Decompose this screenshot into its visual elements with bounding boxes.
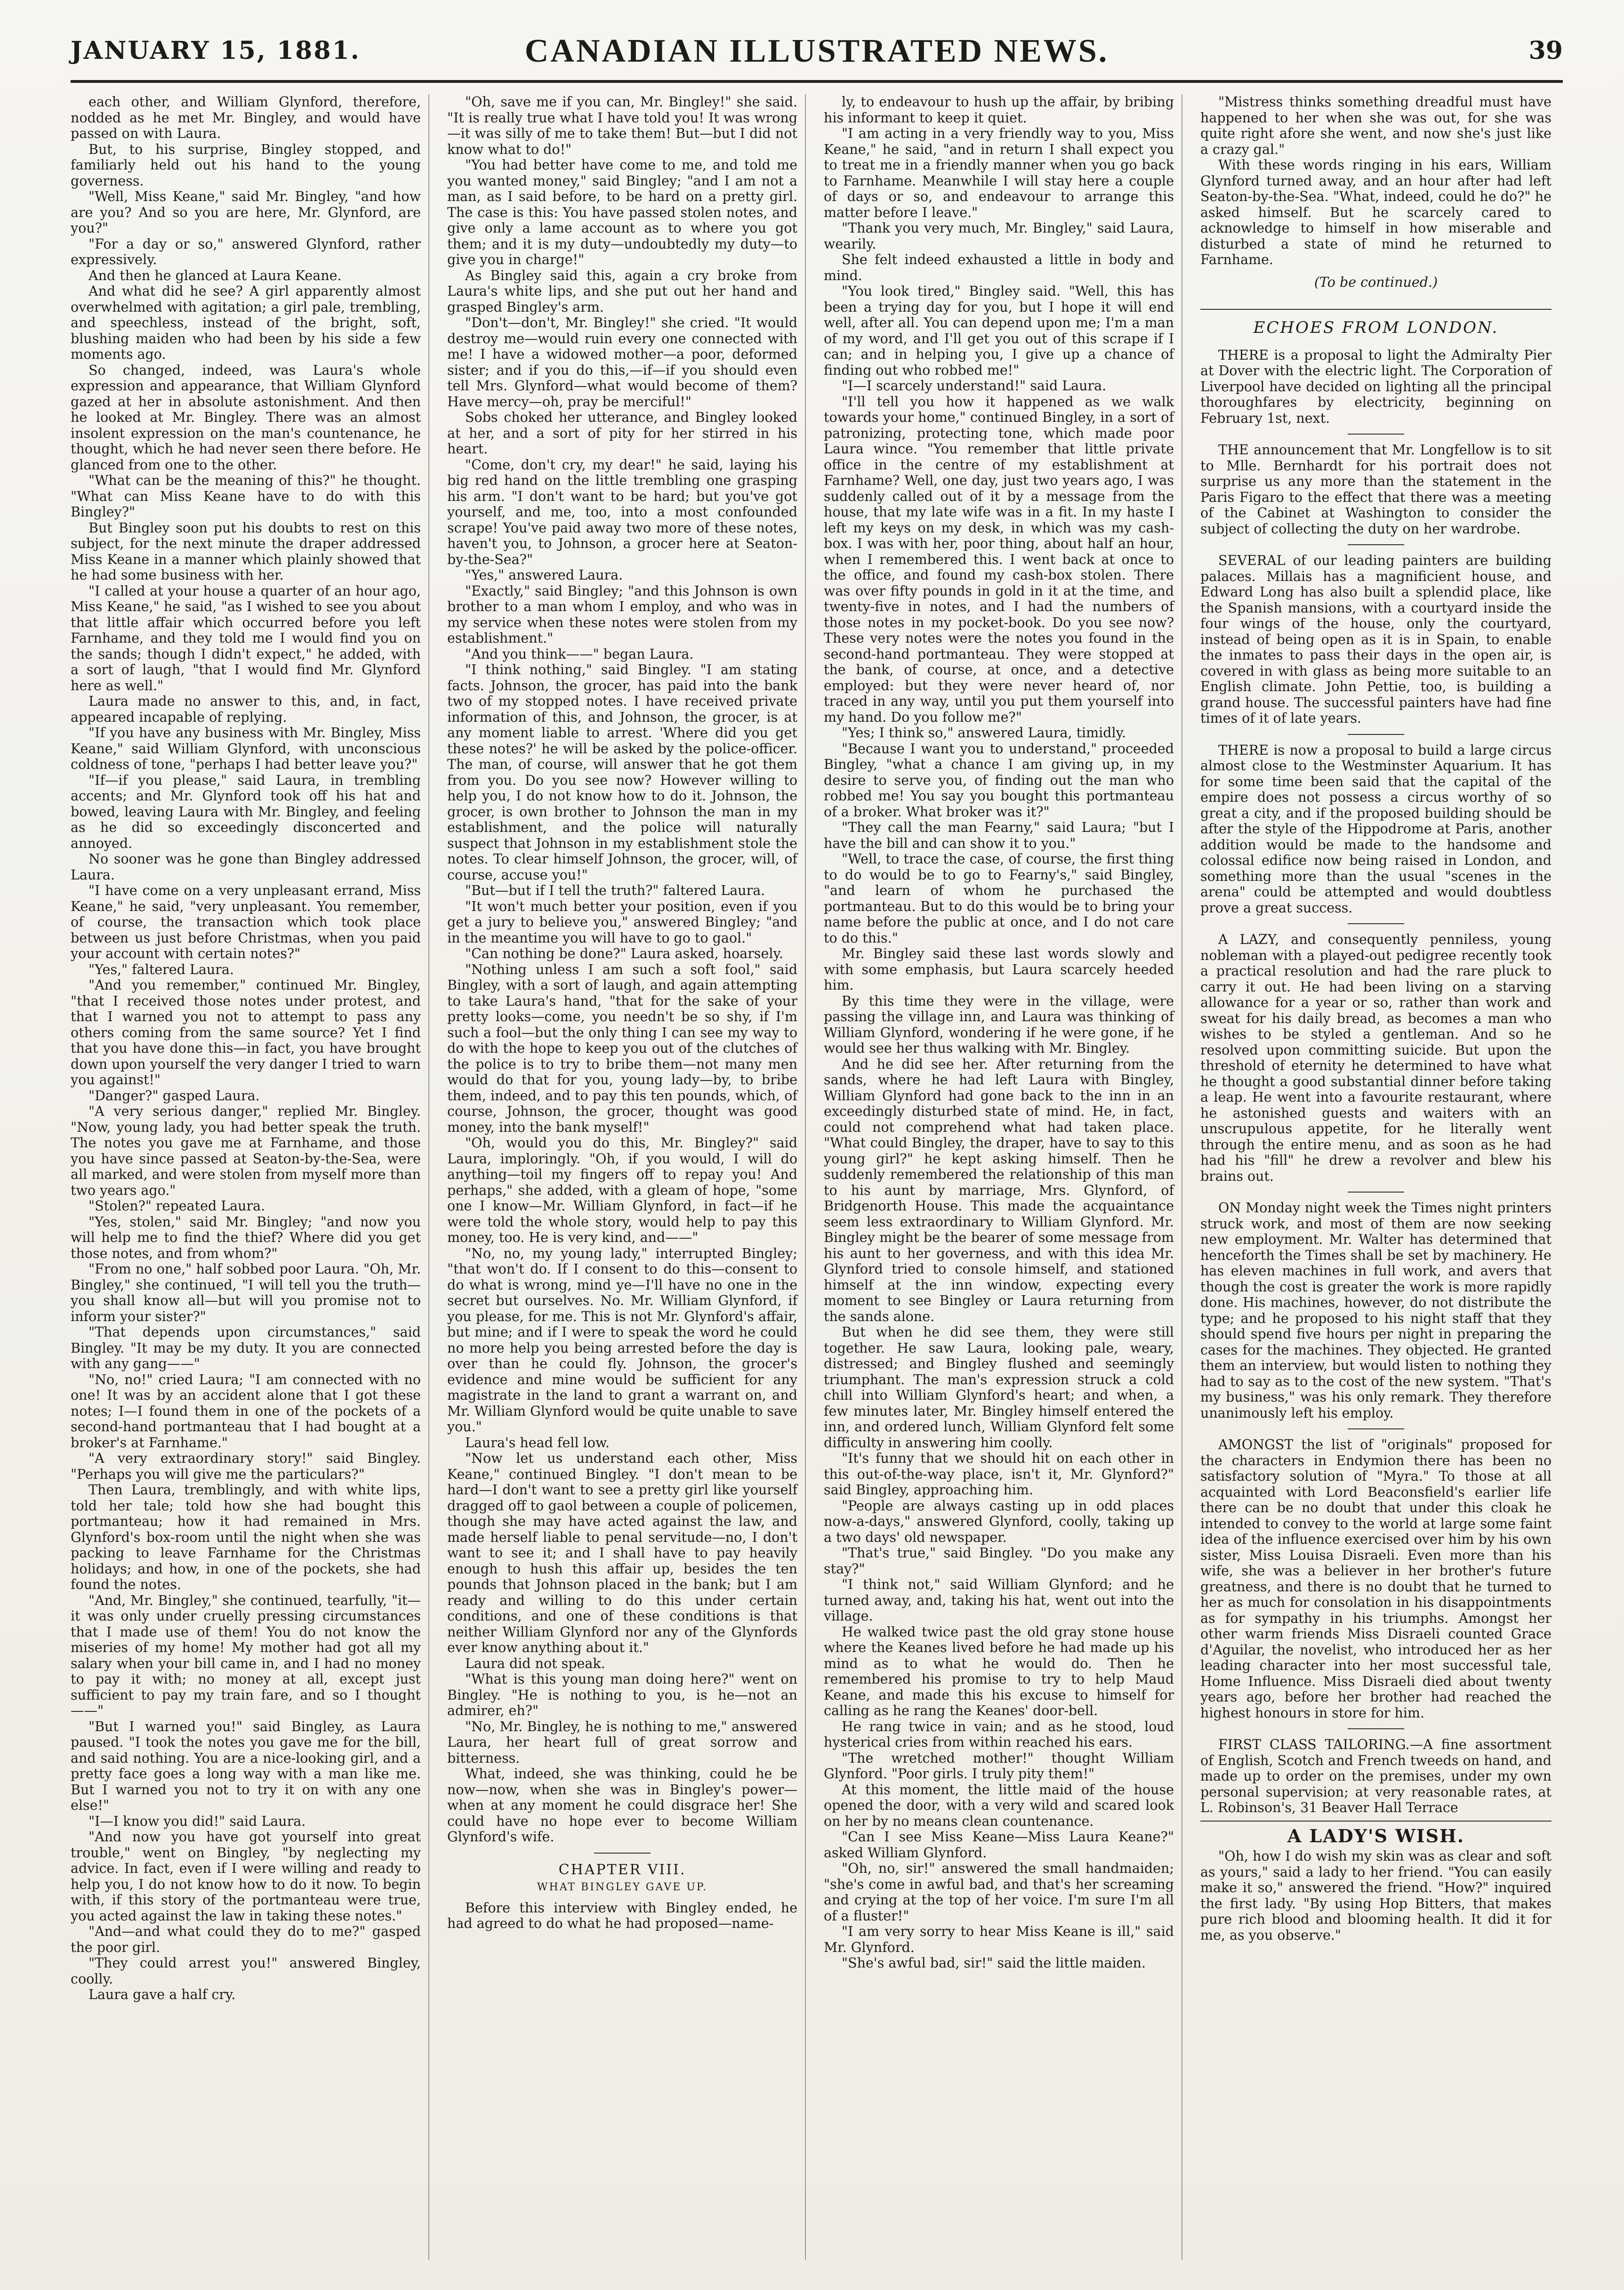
story-paragraph: "Can I see Miss Keane—Miss Laura Keane?" asked William Glynford. <box>824 1829 1174 1861</box>
story-paragraph: "For a day or so," answered Glynford, rather expressively. <box>71 236 421 267</box>
story-paragraph: "She's awful bad, sir!" said the little maiden. <box>842 1955 1146 1971</box>
story-paragraph: No sooner was he gone than Bingley addressed Laura. <box>71 851 421 883</box>
echo-item: ON Monday night week the Times night printers struck work, and most of them are now seeking new employment. Mr. Walter has determined that henceforth the Times shall be set by machinery. He has eleven machines in full work, and avers that though the cost is greater the work is more rapidly done. His machines, however, do not distribute the type; and he proposed to his night staff that they should spend five hours per night in preparing the cases for the machines. They objected. He granted them an interview, but would listen to nothing they had to say as to the cost of the new system. "That's my business," was his only remark. They therefore unanimously left his employ. <box>1200 1200 1552 1421</box>
story-paragraph: Laura made no answer to this, and, in fact, appeared incapable of replying. <box>71 693 421 725</box>
story-paragraph: With these words ringing in his ears, William Glynford turned away, and an hour after had left Seaton-by-the-Sea. "What, indeed, could he do?" he asked himself. But he scarcely cared to acknowledge to himself in how miserable and disturbed a state of mind he returned to Farnhame. <box>1200 157 1552 267</box>
story-paragraph: Mr. Bingley said these last words slowly and with some emphasis, but Laura scarcely heeded him. <box>824 946 1174 993</box>
story-paragraph: "I think not," said William Glynford; and he turned away, and, taking his hat, went out into the village. <box>824 1577 1174 1624</box>
page-number: 39 <box>1528 36 1563 65</box>
story-paragraph: As Bingley said this, again a cry broke from Laura's white lips, and she put out her hand and grasped Bingley's arm. <box>447 267 797 315</box>
echo-item: AMONGST the list of "originals" proposed for the characters in Endymion there has been no satisfactory solution of "Myra." To those at all acquainted with Lord Beaconsfield's earlier life there can be no doubt that under this cloak he intended to convey to the world at large some faint idea of the influence exercised over him by his own sister, Miss Louisa Disraeli. Even more than his wife, she was a believer in her brother's future greatness, and there is no doubt that he turned to her as much for consolation in his disappointments as for sympathy in his triumphs. Amongst her other warm friends Miss Disraeli counted Grace d'Aguilar, the novelist, who introduced her as her leading character into her most successful tale, Home Influence. Miss Disraeli died about twenty years ago, before her brother had reached the highest honours in store for him. <box>1200 1437 1552 1721</box>
story-paragraph: "Yes," answered Laura. <box>465 567 623 583</box>
story-paragraph: "And—and what could they do to me?" gasped the poor girl. <box>71 1924 421 1955</box>
column-4-text <box>1200 94 1552 268</box>
column-4 <box>1200 94 1559 2260</box>
echoes-heading: ECHOES FROM LONDON. <box>1200 309 1552 336</box>
story-paragraph: "Now let us understand each other, Miss Keane," continued Bingley. "I don't mean to be hard—I don't want to see a pretty girl like yourself dragged off to gaol between a couple of policemen, though she may have acted against the law, and made herself liable to penal servitude—no, I don't want to see it; and I shall have to pay heavily enough to hush this affair up, besides the ten pounds that Johnson placed in the bank; but I am ready and willing to do this under certain conditions, and one of these conditions is that neither William Glynford nor any of the Glynfords ever know anything about it." <box>447 1451 797 1655</box>
story-paragraph: "A very serious danger," replied Mr. Bingley. "Now, young lady, you had better speak the truth. The notes you gave me at Farnhame, and those you have since passed at Seaton-by-the-Sea, were all marked, and were stolen from myself more than two years ago." <box>71 1104 421 1198</box>
divider <box>1348 434 1404 435</box>
divider <box>594 1853 651 1854</box>
story-paragraph: "Stolen?" repeated Laura. <box>88 1198 265 1214</box>
ladys-wish-heading: A LADY'S WISH. <box>1200 1821 1552 1844</box>
story-paragraph: "From no one," half sobbed poor Laura. "Oh, Mr. Bingley," she continued, "I will tell you the truth—you shall know all—but will you promise not to inform your sister?" <box>71 1261 421 1324</box>
story-paragraph: She felt indeed exhausted a little in body and mind. <box>824 252 1174 283</box>
story-paragraph: "A very extraordinary story!" said Bingley. "Perhaps you will give me the particulars?" <box>71 1451 421 1482</box>
story-paragraph: Then Laura, tremblingly, and with white lips, told her tale; told how she had bought this portmanteau; how it had remained in Mrs. Glynford's box-room until the night when she was packing to leave Farnhame for the Christmas holidays; and how, in one of the pockets, she had found the notes. <box>71 1482 421 1592</box>
echo-item: A LAZY, and consequently penniless, young nobleman with a played-out pedigree recently took a practical resolution and had the rare pluck to carry it out. He had been living on a starving allowance for a year or so, rather than work and sweat for his daily bread, as becomes a man who wishes to be styled a gentleman. And so he resolved upon committing suicide. But upon the threshold of eternity he determined to have what he thought a good substantial dinner before taking a leap. He went into a favourite restaurant, where he astonished guests and waiters with an unscrupulous appetite, for he literally went through the entire menu, and as soon as he had had his "fill" he drew a revolver and blew his brains out. <box>1200 932 1552 1184</box>
story-paragraph: "Can nothing be done?" Laura asked, hoarsely. <box>465 946 783 961</box>
story-paragraph: "What can be the meaning of this?" he thought. "What can Miss Keane have to do with this Bingley?" <box>71 473 421 520</box>
story-paragraph: "If—if you please," said Laura, in trembling accents; and Mr. Glynford took off his hat and bowed, leaving Laura with Mr. Bingley, and feeling as he did so exceedingly disconcerted and annoyed. <box>71 772 421 851</box>
to-be-continued: (To be continued.) <box>1314 274 1438 290</box>
echo-item: THE announcement that Mr. Longfellow is to sit to Mlle. Bernhardt for his portrait does not surprise us any more than the statement in the Paris Figaro to the effect that there was a meeting of the Cabinet at Washington to consider the subject of collecting the duty on her wardrobe. <box>1200 442 1552 537</box>
story-paragraph: "Yes, stolen," said Mr. Bingley; "and now you will help me to find the thief? Where did you get those notes, and from whom?" <box>71 1214 421 1261</box>
story-paragraph: "If you have any business with Mr. Bingley, Miss Keane," said William Glynford, with unconscious coldness of tone, "perhaps I had better leave you?" <box>71 725 421 772</box>
divider <box>1348 1428 1404 1429</box>
divider <box>1348 734 1404 735</box>
story-paragraph: "Because I want you to understand," proceeded Bingley, "what a chance I am giving up, in my desire to serve you, of finding out the man who robbed me! You say you bought this portmanteau of a broker. What broker was it?" <box>824 741 1174 820</box>
story-paragraph: "And you think——" began Laura. <box>465 646 694 662</box>
issue-date: JANUARY 15, 1881. <box>71 36 361 65</box>
echo-item: SEVERAL of our leading painters are building palaces. Millais has a magnificient house, and Edward Long has also built a splendid place, like the Spanish mansions, with a courtyard inside the four wings of the house, only the courtyard, instead of being open as it is in Spain, to enable the inmates to pass their days in the open air, is covered in with glass as being more suitable to an English climate. John Pettie, too, is building a grand house. The successful painters have had fine times of it of late years. <box>1200 553 1552 726</box>
story-paragraph: "You look tired," Bingley said. "Well, this has been a trying day for you, but I hope it will end well, after all. You can depend upon me; I'm a man of my word, and I'll get you out of this scrape if I can; and in helping you, I give up a chance of finding out who robbed me!" <box>824 283 1174 378</box>
column-3 <box>824 94 1182 2260</box>
story-paragraph: ly, to endeavour to hush up the affair, by bribing his informant to keep it quiet. <box>824 94 1174 126</box>
ladys-wish-text: "Oh, how I do wish my skin was as clear and soft as yours," said a lady to her friend. "You can easily make it so," answered the friend. "How?" inquired the first lady. "By using Hop Bitters, that makes pure rich blood and blooming health. It did it for me, as you observe." <box>1200 1848 1552 1943</box>
story-paragraph: "Danger?" gasped Laura. <box>88 1088 260 1104</box>
story-paragraph: Laura did not speak. <box>465 1655 605 1671</box>
story-paragraph: "I called at your house a quarter of an hour ago, Miss Keane," he said, "as I wished to see you about that little affair which occurred before you left Farnhame, and they told me I would find you on the sands; though I didn't expect," he added, with a sort of laugh, "that I would find Mr. Glynford here as well." <box>71 583 421 693</box>
story-paragraph: "Don't—don't, Mr. Bingley!" she cried. "It would destroy me—would ruin every one connected with me! I have a widowed mother—a poor, deformed sister; and if you do this,—if—if you should even tell Mrs. Glynford—what would become of them? Have mercy—oh, pray be merciful!" <box>447 315 797 410</box>
story-paragraph: "Yes," faltered Laura. <box>88 961 234 977</box>
story-paragraph: "That's true," said Bingley. "Do you make any stay?" <box>824 1545 1174 1577</box>
story-paragraph: "Well, Miss Keane," said Mr. Bingley, "and how are you? And so you are here, Mr. Glynford, are you?" <box>71 189 421 236</box>
story-paragraph: "No, no, my young lady," interrupted Bingley; "that won't do. If I consent to do this—consent to do what is wrong, mind ye—I'll have no one in the secret but ourselves. No. Mr. William Glynford, if you please, for me. This is not Mr. Glynford's affair, but mine; and if I were to speak the word he could no more help you being arrested before the day is over than he could fly. Johnson, the grocer's evidence and mine would be sufficient for any magistrate in the land to grant a warrant on, and Mr. William Glynford would be quite unable to save you." <box>447 1245 797 1435</box>
story-paragraph: "I—I scarcely understand!" said Laura. <box>842 378 1107 394</box>
story-paragraph: At this moment, the little maid of the house opened the door, with a very wild and scared look on her by no means clean countenance. <box>824 1782 1174 1829</box>
story-paragraph: "I'll tell you how it happened as we walk towards your home," continued Bingley, in a sort of patronizing, protecting tone, which made poor Laura wince. "You remember that little private office in the centre of my establishment at Farnhame? Well, one day, just two years ago, I was suddenly called out of it by a message from the house, that my late wife was in a fit. In my haste I left my keys on my desk, in which was my cash-box. I was with her, poor thing, about half an hour, when I remembered this. I went back at once to the office, and found my cash-box stolen. There was over fifty pounds in gold in it at the time, and twenty-five in notes, and I had the numbers of those notes in my pocket-book. Do you see now? These very notes were the notes you found in the second-hand portmanteau. They were stopped at the bank, of course, at once, and a detective employed: but they were never heard of, nor traced in any way, until you put them yourself into my hand. Do you follow me?" <box>824 394 1174 725</box>
divider <box>1348 544 1404 545</box>
story-paragraph: And what did he see? A girl apparently almost overwhelmed with agitation; a girl pale, trembling, and speechless, instead of the bright, soft, blushing maiden who had been by his side a few moments ago. <box>71 283 421 362</box>
story-paragraph: "And now you have got yourself into great trouble," went on Bingley, "by neglecting my advice. In fact, even if I were willing and ready to help you, I do not know how to do it now. To begin with, if this story of the portmanteau were true, you acted against the law in taking these notes." <box>71 1829 421 1924</box>
tailoring-advert: FIRST CLASS TAILORING.—A fine assortment of English, Scotch and French tweeds on hand, and made up to order on the premises, under my own personal supervision; at very reasonable rates, at L. Robinson's, 31 Beaver Hall Terrace <box>1200 1737 1552 1815</box>
story-paragraph: "Nothing unless I am such a soft fool," said Bingley, with a sort of laugh, and again attempting to take Laura's hand, "that for the sake of your pretty looks—come, you needn't be so shy, if I'm such a fool—but the only thing I can see my way to do with the hope to keep you out of the clutches of the police is to try to bribe them—not many men would do that for you, young lady—by, to bribe them, indeed, and to pay this ten pounds, which, of course, Johnson, the grocer, thought was good money, into the bank myself!" <box>447 961 797 1135</box>
story-paragraph: "Well, to trace the case, of course, the first thing to do would be to go to Fearny's," said Bingley, "and learn of whom he purchased the portmanteau. But to do this would be to bring your name before the public at once, and I do not care to do this." <box>824 851 1174 946</box>
chapter-paragraph: Before this interview with Bingley ended, he had agreed to do what he had proposed—name- <box>447 1900 797 1931</box>
story-paragraph: "But I warned you!" said Bingley, as Laura paused. "I took the notes you gave me for the bill, and said nothing. You are a nice-looking girl, and a pretty face goes a long way with a man like me. But I warned you not to try it on with any one else!" <box>71 1718 421 1813</box>
column-2 <box>447 94 806 2260</box>
story-paragraph: "No, Mr. Bingley, he is nothing to me," answered Laura, her heart full of great sorrow and bitterness. <box>447 1718 797 1766</box>
story-paragraph: "I am acting in a very friendly way to you, Miss Keane," he said, "and in return I shall expect you to treat me in a friendly manner when you go back to Farnhame. Meanwhile I will stay here a couple of days or so, and endeavour to arrange this matter before I leave." <box>824 126 1174 220</box>
chapter-title: CHAPTER VIII. <box>558 1861 686 1878</box>
story-paragraph: "That depends upon circumstances," said Bingley. "It may be my duty. It you are connected with any gang——" <box>71 1324 421 1371</box>
story-paragraph: Laura's head fell low. <box>465 1435 610 1451</box>
chapter-subtitle: WHAT BINGLEY GAVE UP. <box>537 1881 708 1893</box>
story-paragraph: But when he did see them, they were still together. He saw Laura, looking pale, weary, distressed; and Bingley flushed and seemingly triumphant. The man's expression struck a cold chill into William Glynford's heart; and when, a few minutes later, Mr. Bingley himself entered the inn, and ordered lunch, William Glynford felt some difficulty in answering him coolly. <box>824 1324 1174 1451</box>
story-paragraph: "I have come on a very unpleasant errand, Miss Keane," he said, "very unpleasant. You remember, of course, the transaction which took place between us just before Christmas, when you paid your account with certain notes?" <box>71 883 421 961</box>
story-paragraph: "It won't much better your position, even if you get a jury to believe you," answered Bingley; "and in the meantime you will have to go to gaol." <box>447 898 797 946</box>
story-paragraph: "Oh, no, sir!" answered the small handmaiden; "she's come in awful bad, and that's her screaming and crying at the top of her voice. I'm sure I'm all of a fluster!" <box>824 1861 1174 1924</box>
story-paragraph: "It's funny that we should hit on each other in this out-of-the-way place, isn't it, Mr. Glynford?" said Bingley, approaching him. <box>824 1451 1174 1498</box>
article-columns <box>71 94 1563 2260</box>
story-paragraph: "I think nothing," said Bingley. "I am stating facts. Johnson, the grocer, has paid into the bank two of my stopped notes. I have received private information of this, and Johnson, the grocer, is at any moment liable to arrest. 'Where did you get these notes?' he will be asked by the police-officer. The man, of course, will answer that he got them from you. Do you see now? However willing to help you, I do not know how to do it. Johnson, the grocer, is own brother to Johnson the man in my establishment, and the police will naturally suspect that Johnson in my establishment stole the notes. To clear himself Johnson, the grocer, will, of course, accuse you!" <box>447 662 797 883</box>
story-paragraph: "Come, don't cry, my dear!" he said, laying his big red hand on the little trembling one grasping his arm. "I don't want to be hard; but you've got yourself, and me, too, into a most confounded scrape! You've paid away two more of these notes, haven't you, to Johnson, a grocer here at Seaton-by-the-Sea?" <box>447 457 797 567</box>
story-paragraph: "They call the man Fearny," said Laura; "but I have the bill and can show it to you." <box>824 820 1174 851</box>
story-paragraph: Laura gave a half cry. <box>88 1987 236 2002</box>
story-paragraph: "Yes; I think so," answered Laura, timidly. <box>842 725 1126 741</box>
story-paragraph: "And you remember," continued Mr. Bingley, "that I received those notes under protest, and that I warned you not to attempt to pass any others coming from the same source? Yet I find that you have done this—in fact, you have brought down upon yourself the very danger I tried to warn you against!" <box>71 977 421 1088</box>
story-paragraph: "What is this young man doing here?" went on Bingley. "He is nothing to you, is he—not an admirer, eh?" <box>447 1671 797 1718</box>
story-paragraph: "And, Mr. Bingley," she continued, tearfully, "it—it was only under cruelly pressing circumstances that I made use of them! You do not know the miseries of my home! My mother had got all my salary when your bill came in, and I had no money to pay it with; no money at all, except just sufficient to pay my train fare, and so I thought——" <box>71 1592 421 1718</box>
story-paragraph: "Oh, save me if you can, Mr. Bingley!" she said. "It is really true what I have told you! It was wrong—it was silly of me to take them! But—but I did not know what to do!" <box>447 94 797 157</box>
story-paragraph: "People are always casting up in odd places now-a-days," answered Glynford, coolly, taking up a two days' old newspaper. <box>824 1498 1174 1545</box>
story-paragraph: "But—but if I tell the truth?" faltered Laura. <box>465 883 765 898</box>
story-paragraph: But, to his surprise, Bingley stopped, and familiarly held out his hand to the young governess. <box>71 141 421 189</box>
story-paragraph: "The wretched mother!" thought William Glynford. "Poor girls. I truly pity them!" <box>824 1750 1174 1782</box>
echo-item: THERE is a proposal to light the Admiralty Pier at Dover with the electric light. The Corporation of Liverpool have decided on lighting all the principal thoroughfares by electricity, beginning on February 1st, next. <box>1200 347 1552 426</box>
story-paragraph: "Oh, would you do this, Mr. Bingley?" said Laura, imploringly. "Oh, if you would, I will do anything—toil my fingers off to repay you! And perhaps," she added, with a gleam of hope, "some one I know—Mr. William Glynford, in fact—if he were told the whole story, would help to pay this money, too. He is very kind, and——" <box>447 1135 797 1245</box>
story-paragraph: He walked twice past the old gray stone house where the Keanes lived before he had made up his mind as to what he would do. Then he remembered his promise to try to help Maud Keane, and made this his excuse to himself for calling as he rang the Keanes' door-bell. <box>824 1624 1174 1718</box>
divider <box>1348 923 1404 924</box>
column-1 <box>71 94 429 2260</box>
newspaper-title: CANADIAN ILLUSTRATED NEWS. <box>524 33 1109 69</box>
story-paragraph: "They could arrest you!" answered Bingley, coolly. <box>71 1955 421 1987</box>
story-paragraph: And then he glanced at Laura Keane. <box>88 267 342 283</box>
masthead <box>71 26 1563 83</box>
echoes-items <box>1200 347 1552 1721</box>
story-paragraph: And he did see her. After returning from the sands, where he had left Laura with Bingley, William Glynford had gone back to the inn in an exceedingly disturbed state of mind. He, in fact, could not comprehend what had taken place. "What could Bingley, the draper, have to say to this young girl?" he kept asking himself. Then he suddenly remembered the relationship of this man to his aunt by marriage, Mrs. Glynford, of Bridgenorth House. This made the acquaintance seem less extraordinary to William Glynford. Mr. Bingley might be the bearer of some message from his aunt to her governess, and with this idea Mr. Glynford tried to console himself, and stationed himself at the inn window, expecting every moment to see Bingley or Laura returning from the sands alone. <box>824 1056 1174 1324</box>
story-paragraph: "No, no!" cried Laura; "I am connected with no one! It was by an accident alone that I got these notes; I—I found them in one of the pockets of a second-hand portmanteau that I had bought at a broker's at Farnhame." <box>71 1371 421 1451</box>
story-paragraph: By this time they were in the village, were passing the village inn, and Laura was thinking of William Glynford, wondering if he were gone, if he would see her thus walking with Mr. Bingley. <box>824 993 1174 1056</box>
story-paragraph: "Exactly," said Bingley; "and this Johnson is own brother to a man whom I employ, and who was in my service when these notes were stolen from my establishment." <box>447 583 797 646</box>
divider <box>1348 1192 1404 1193</box>
column-2-text <box>447 94 797 1845</box>
story-paragraph: each other, and William Glynford, therefore, nodded as he met Mr. Bingley, and would have passed on with Laura. <box>71 94 421 141</box>
story-paragraph: "You had better have come to me, and told me you wanted money," said Bingley; "and I am not a man, as I said before, to be hard on a pretty girl. The case is this: You have passed stolen notes, and give only a lame account as to where you got them; and it is my duty—undoubtedly my duty—to give you in charge!" <box>447 157 797 267</box>
story-paragraph: Sobs choked her utterance, and Bingley looked at her, and a sort of pity for her stirred in his heart. <box>447 410 797 457</box>
story-paragraph: He rang twice in vain; and as he stood, loud hysterical cries from within reached his ears. <box>824 1718 1174 1750</box>
story-paragraph: But Bingley soon put his doubts to rest on this subject, for the next minute the draper addressed Miss Keane in a manner which plainly showed that he had some business with her. <box>71 520 421 583</box>
story-paragraph: So changed, indeed, was Laura's whole expression and appearance, that William Glynford gazed at her in absolute astonishment. And then he looked at Mr. Bingley. There was an almost insolent expression on the man's countenance, he thought, which he had never seen there before. He glanced from one to the other. <box>71 362 421 473</box>
story-paragraph: "Thank you very much, Mr. Bingley," said Laura, wearily. <box>824 220 1174 252</box>
story-paragraph: What, indeed, she was thinking, could he be now—now, when she was in Bingley's power—when at any moment he could disgrace her! She could have no hope ever to become William Glynford's wife. <box>447 1766 797 1845</box>
story-paragraph: "Mistress thinks something dreadful must have happened to her when she was out, for she was quite right afore she went, and now she's just like a crazy gal." <box>1200 94 1552 157</box>
story-paragraph: "I am very sorry to hear Miss Keane is ill," said Mr. Glynford. <box>824 1924 1174 1955</box>
echo-item: THERE is now a proposal to build a large circus almost close to the Westminster Aquarium. It has for some time been said that the capital of the empire does not possess a circus worthy of so great a city, and if the proposed building should be after the style of the Hippodrome at Paris, another addition would be made to the handsome and colossal edifice now being raised in London, and something more than the usual "scenes in the arena" could be attempted and would doubtless prove a great success. <box>1200 742 1552 916</box>
story-paragraph: "I—I know you did!" said Laura. <box>88 1813 306 1829</box>
divider <box>1348 1728 1404 1729</box>
